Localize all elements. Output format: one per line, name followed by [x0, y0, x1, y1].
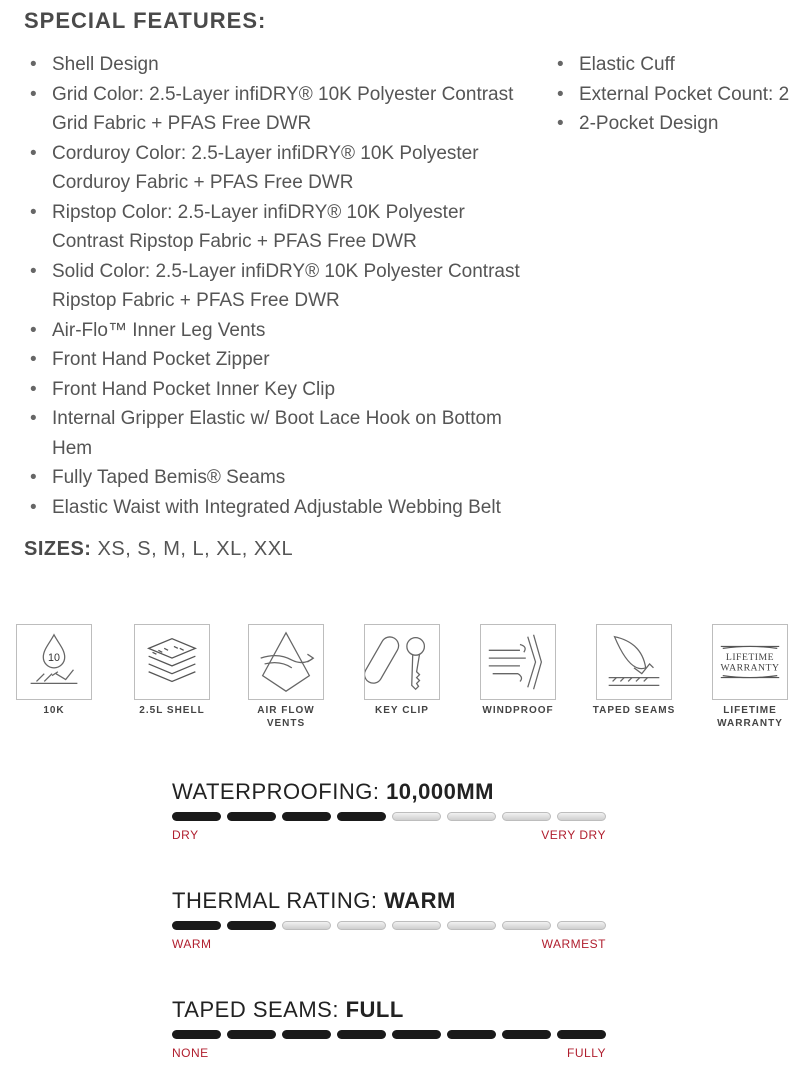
feature-text: Elastic Waist with Integrated Adjustable Webbing Belt	[52, 496, 501, 518]
feature-text: Ripstop Fabric + PFAS Free DWR	[52, 290, 340, 311]
meter-segment-empty	[447, 812, 496, 821]
icon-label-line: VENTS	[266, 718, 306, 729]
meter-scale	[172, 828, 606, 842]
meter-segment-filled	[392, 1030, 441, 1039]
sizes-line	[24, 538, 293, 561]
rating-meter	[172, 887, 612, 951]
icon-label-line: AIR FLOW	[257, 705, 315, 716]
warranty-glyph-line2: WARRANTY	[720, 662, 780, 674]
meter-segment-empty	[502, 812, 551, 821]
meter-segment-empty	[502, 921, 551, 930]
feature-item	[26, 375, 551, 405]
icon-label	[695, 704, 800, 730]
meter-label: WATERPROOFING:	[172, 779, 387, 804]
meter-segment-empty	[282, 921, 331, 930]
feature-text: Grid Fabric + PFAS Free DWR	[52, 113, 312, 134]
feature-item	[553, 109, 800, 139]
feature-text: Corduroy Color: 2.5-Layer infiDRY® 10K Polyester	[52, 142, 479, 164]
icon-label	[463, 704, 573, 717]
air-flow-icon	[248, 624, 324, 700]
feature-text: Hem	[52, 437, 93, 459]
meter-segment-filled	[227, 1030, 276, 1039]
icon-label-line: WARRANTY	[717, 718, 783, 729]
meter-min-label: WARM	[172, 937, 212, 951]
meter-label: THERMAL RATING:	[172, 888, 385, 913]
meter-title	[172, 887, 612, 915]
feature-item	[26, 198, 551, 257]
warranty-glyph-line1: LIFETIME	[725, 652, 775, 664]
feature-item	[26, 50, 551, 80]
icon-label	[579, 704, 689, 717]
feature-item	[26, 493, 551, 523]
icon-label-line: TAPED SEAMS	[592, 705, 676, 716]
feature-item	[26, 404, 551, 463]
feature-text: Elastic Cuff	[579, 54, 675, 75]
feature-item	[553, 80, 800, 110]
feature-item	[26, 316, 551, 346]
icon-label-line: 10K	[43, 705, 65, 716]
icon-label	[347, 704, 457, 717]
icon-label	[231, 704, 341, 730]
meter-segment-empty	[392, 921, 441, 930]
feature-text: Fully Taped Bemis® Seams	[52, 467, 286, 488]
feature-item	[26, 345, 551, 375]
meter-segment-filled	[227, 921, 276, 930]
meter-segment-filled	[557, 1030, 606, 1039]
meter-title	[172, 778, 612, 806]
meter-segment-filled	[227, 812, 276, 821]
icon-label-line: 2.5L SHELL	[139, 705, 205, 716]
feature-text: Front Hand Pocket Inner Key Clip	[52, 378, 336, 400]
feature-text: Grid Color: 2.5-Layer infiDRY® 10K Polyester Contrast	[52, 83, 514, 105]
feature-item	[26, 463, 551, 493]
meter-scale	[172, 1046, 606, 1060]
meter-segment-empty	[392, 812, 441, 821]
key-clip-icon	[364, 624, 440, 700]
feature-text: Ripstop Color: 2.5-Layer infiDRY® 10K Polyester	[52, 201, 465, 223]
features-list-right	[553, 50, 800, 139]
meter-scale	[172, 937, 606, 951]
meter-segment-filled	[337, 1030, 386, 1039]
meter-segment-empty	[557, 812, 606, 821]
feature-text: Corduroy Fabric + PFAS Free DWR	[52, 172, 354, 193]
meter-segment-filled	[502, 1030, 551, 1039]
meter-segment-filled	[337, 812, 386, 821]
meter-max-label: FULLY	[567, 1046, 606, 1060]
feature-text: Air-Flo™ Inner Leg Vents	[52, 319, 266, 341]
rating-meter	[172, 996, 612, 1060]
meter-value: FULL	[345, 997, 404, 1022]
feature-item	[553, 50, 800, 80]
meter-segment-empty	[447, 921, 496, 930]
meter-segment-empty	[557, 921, 606, 930]
taped-seams-icon	[596, 624, 672, 700]
meter-bars	[172, 812, 612, 821]
10k-icon	[16, 624, 92, 700]
meter-value: 10,000MM	[386, 779, 495, 804]
meter-bars	[172, 921, 612, 930]
meter-min-label: NONE	[172, 1046, 209, 1060]
icon-label	[0, 704, 109, 717]
icon-label	[117, 704, 227, 717]
meter-max-label: VERY DRY	[541, 828, 606, 842]
meter-segment-filled	[282, 812, 331, 821]
feature-item	[26, 139, 551, 198]
page-title: SPECIAL FEATURES:	[24, 8, 267, 33]
feature-item	[26, 80, 551, 139]
lifetime-warranty-icon	[712, 624, 788, 700]
meter-value: WARM	[384, 888, 456, 913]
feature-text: 2-Pocket Design	[579, 113, 719, 134]
meter-segment-filled	[172, 812, 221, 821]
feature-text: Solid Color: 2.5-Layer infiDRY® 10K Polyester Contrast	[52, 260, 520, 282]
meter-bars	[172, 1030, 612, 1039]
icon-label-line: LIFETIME	[723, 705, 777, 716]
icon-label-line: WINDPROOF	[482, 705, 554, 716]
meter-segment-filled	[172, 1030, 221, 1039]
meter-segment-filled	[172, 921, 221, 930]
10k-glyph: 10	[48, 652, 60, 665]
meter-segment-empty	[337, 921, 386, 930]
feature-text: Front Hand Pocket Zipper	[52, 349, 270, 370]
feature-text: Contrast Ripstop Fabric + PFAS Free DWR	[52, 231, 417, 252]
feature-text: External Pocket Count: 2	[579, 83, 790, 105]
sizes-label: SIZES:	[24, 538, 92, 560]
meter-title	[172, 996, 612, 1024]
meter-label: TAPED SEAMS:	[172, 997, 346, 1022]
meter-min-label: DRY	[172, 828, 199, 842]
sizes-values: XS, S, M, L, XL, XXL	[97, 538, 294, 560]
icon-label-line: KEY CLIP	[375, 705, 429, 716]
feature-text: Shell Design	[52, 54, 159, 75]
windproof-icon	[480, 624, 556, 700]
shell-icon	[134, 624, 210, 700]
meter-segment-filled	[282, 1030, 331, 1039]
feature-text: Internal Gripper Elastic w/ Boot Lace Hook on Bottom	[52, 408, 502, 429]
features-list-left	[26, 50, 551, 522]
meter-max-label: WARMEST	[541, 937, 606, 951]
feature-item	[26, 257, 551, 316]
meter-segment-filled	[447, 1030, 496, 1039]
rating-meter	[172, 778, 612, 842]
